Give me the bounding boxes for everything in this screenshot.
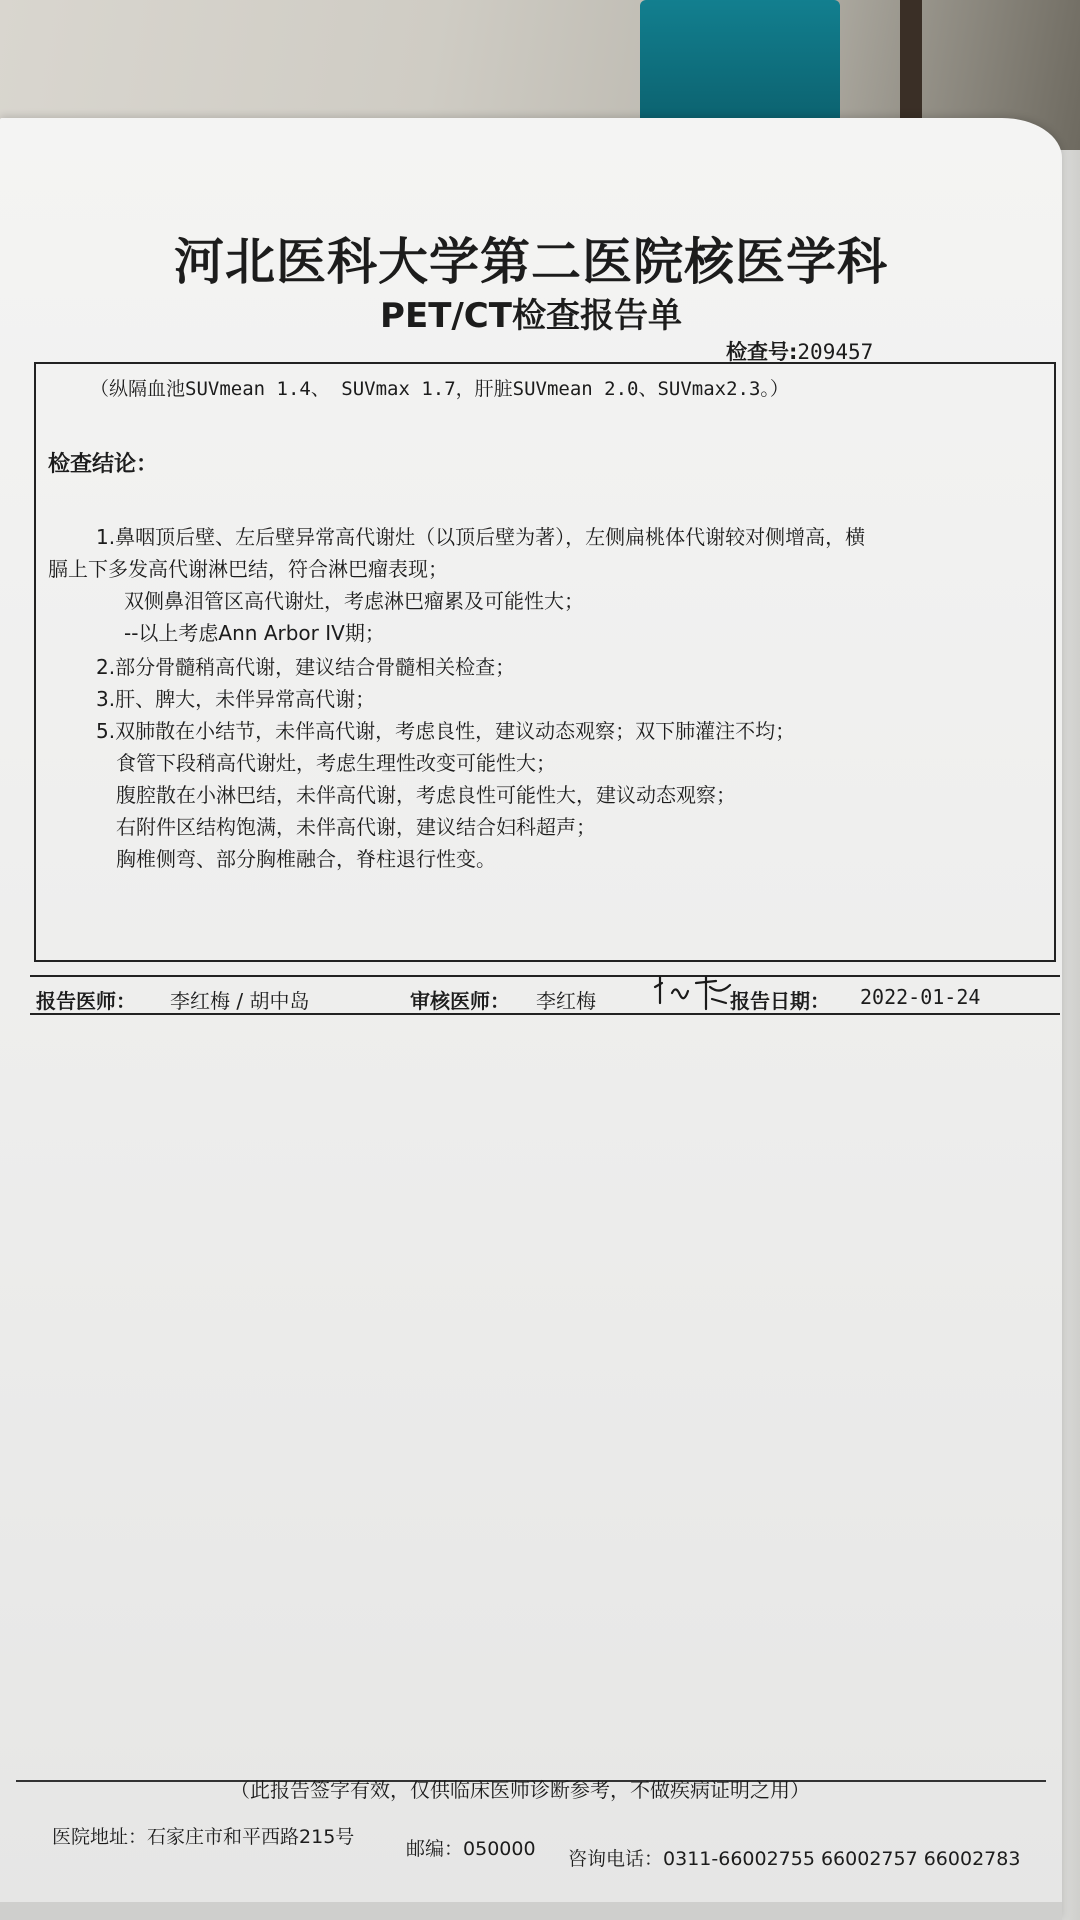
exam-number-value: 209457 xyxy=(797,340,874,364)
conclusion-line: 腹腔散在小淋巴结，未伴高代谢，考虑良性可能性大，建议动态观察； xyxy=(116,783,736,807)
hospital-title: 河北医科大学第二医院核医学科 xyxy=(174,233,888,291)
report-date-value: 2022-01-24 xyxy=(860,985,981,1009)
phone-value: 0311-66002755 66002757 66002783 xyxy=(663,1848,1021,1870)
footer-address xyxy=(52,1822,354,1849)
exam-number-label: 检查号: xyxy=(726,340,798,364)
conclusion-line: 双侧鼻泪管区高代谢灶，考虑淋巴瘤累及可能性大； xyxy=(124,589,584,613)
report-date-label: 报告日期： xyxy=(730,989,830,1013)
postcode-value: 050000 xyxy=(463,1838,536,1860)
footer-phone xyxy=(568,1844,1020,1871)
conclusion-line: 食管下段稍高代谢灶，考虑生理性改变可能性大； xyxy=(116,751,556,775)
conclusion-line: 胸椎侧弯、部分胸椎融合，脊柱退行性变。 xyxy=(116,847,496,871)
conclusion-line: 1.鼻咽顶后壁、左后壁异常高代谢灶（以顶后壁为著），左侧扁桃体代谢较对侧增高，横 xyxy=(96,525,866,549)
footer-postcode xyxy=(406,1834,536,1861)
address-label: 医院地址： xyxy=(52,1826,148,1848)
background-object xyxy=(640,0,840,135)
conclusion-line: 5.双肺散在小结节，未伴高代谢，考虑良性，建议动态观察；双下肺灌注不均； xyxy=(96,719,796,743)
postcode-label: 邮编： xyxy=(406,1838,464,1860)
conclusion-line: 膈上下多发高代谢淋巴结，符合淋巴瘤表现； xyxy=(48,557,448,581)
conclusion-line: 3.肝、脾大，未伴异常高代谢； xyxy=(96,687,376,711)
conclusion-heading: 检查结论： xyxy=(48,452,159,477)
report-doctor-name: 李红梅 / 胡中岛 xyxy=(170,989,310,1013)
address-value: 石家庄市和平西路215号 xyxy=(147,1826,355,1848)
signature-row xyxy=(30,975,1060,1015)
footer-disclaimer: （此报告签字有效，仅供临床医师诊断参考，不做疾病证明之用） xyxy=(230,1778,810,1802)
conclusion-line: 右附件区结构饱满，未伴高代谢，建议结合妇科超声； xyxy=(116,815,596,839)
conclusion-line: --以上考虑Ann Arbor IV期； xyxy=(124,621,385,645)
handwritten-signature xyxy=(650,973,740,1013)
report-title: PET/CT检查报告单 xyxy=(380,296,682,336)
review-doctor-name: 李红梅 xyxy=(536,989,596,1013)
paper-bottom-edge xyxy=(0,1902,1062,1920)
report-doctor-label: 报告医师： xyxy=(36,989,136,1013)
conclusion-line: 2.部分骨髓稍高代谢，建议结合骨髓相关检查； xyxy=(96,655,516,679)
phone-label: 咨询电话： xyxy=(568,1848,664,1870)
review-doctor-label: 审核医师： xyxy=(410,989,510,1013)
suv-reference-line: （纵隔血池SUVmean 1.4、 SUVmax 1.7，肝脏SUVmean 2.0、SUVmax2.3。） xyxy=(90,378,789,400)
